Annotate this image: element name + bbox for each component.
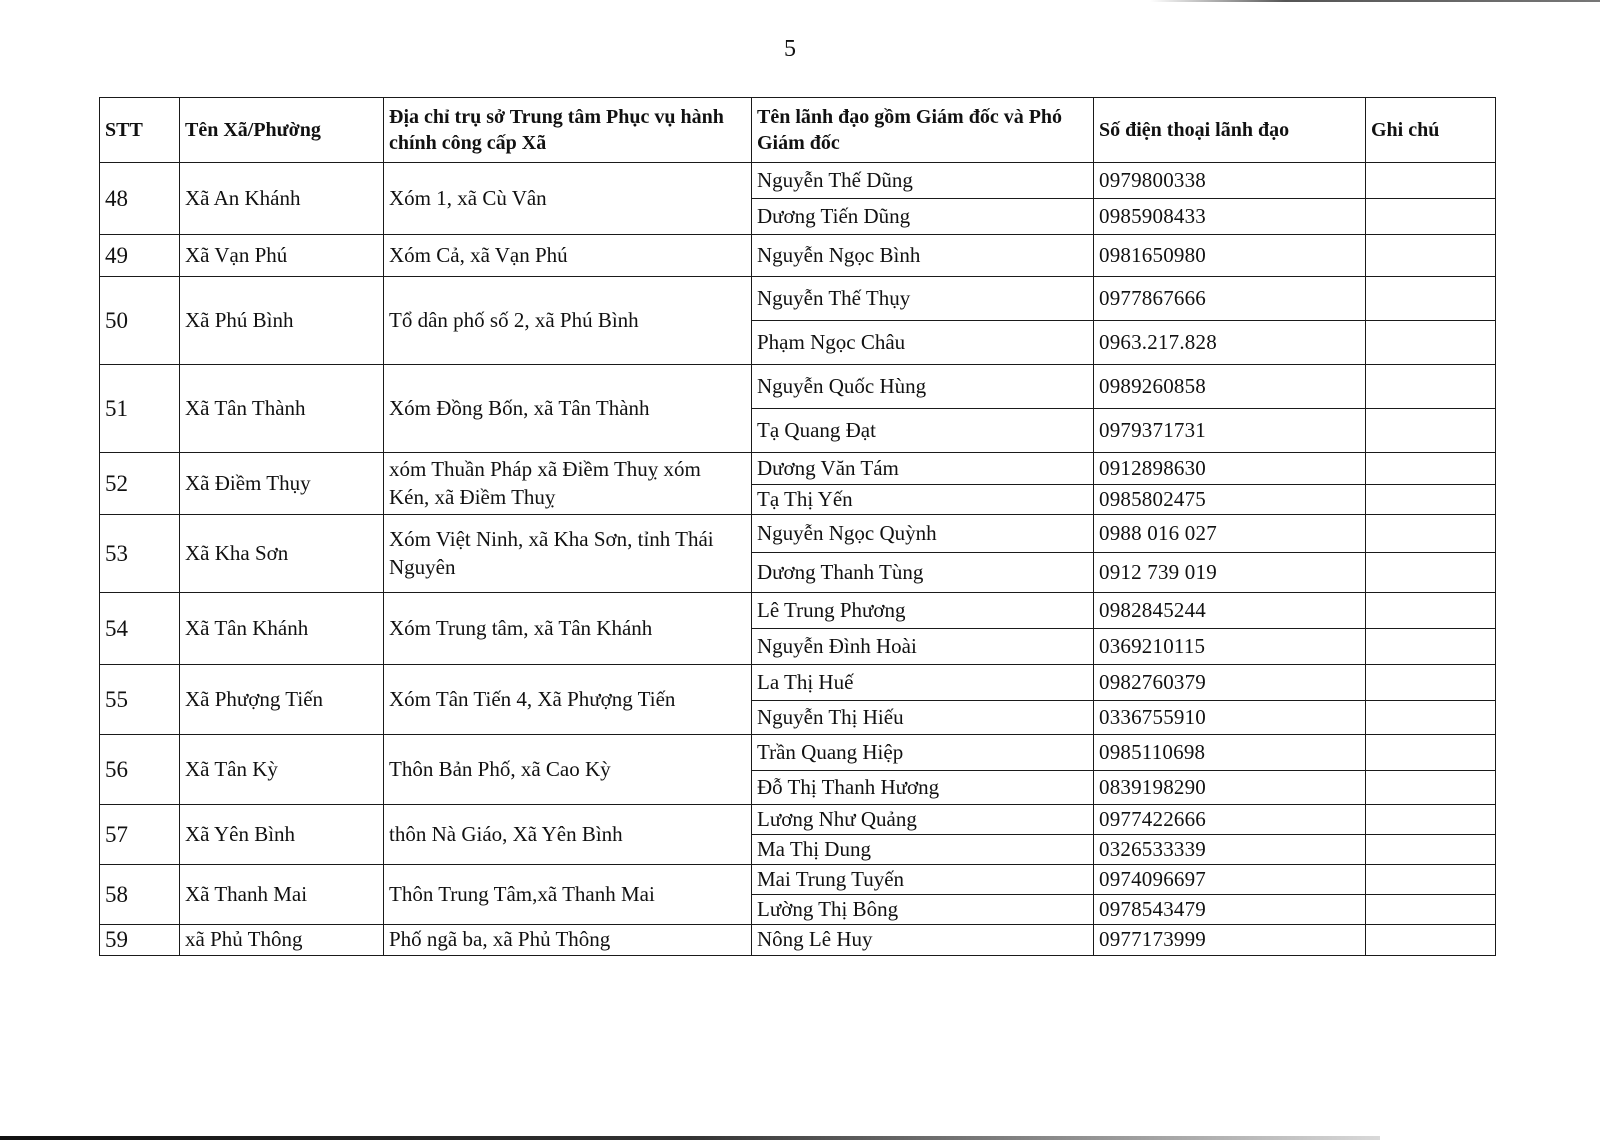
leader-phone-cell: 0981650980 [1094, 235, 1366, 277]
leader-phone-cell: 0979371731 [1094, 409, 1366, 453]
table-header-row [100, 98, 1496, 163]
header-commune: Tên Xã/Phường [180, 98, 384, 163]
stt-cell: 56 [100, 735, 180, 805]
table-row [100, 593, 1496, 629]
header-stt: STT [100, 98, 180, 163]
address-cell: Thôn Bản Phố, xã Cao Kỳ [384, 735, 752, 805]
note-cell [1366, 409, 1496, 453]
leader-phone-cell: 0977173999 [1094, 925, 1366, 956]
leader-phone-cell: 0985908433 [1094, 199, 1366, 235]
leader-name-cell: La Thị Huế [752, 665, 1094, 701]
table-row [100, 865, 1496, 895]
commune-cell: Xã Tân Kỳ [180, 735, 384, 805]
note-cell [1366, 771, 1496, 805]
stt-cell: 51 [100, 365, 180, 453]
note-cell [1366, 865, 1496, 895]
leader-phone-cell: 0369210115 [1094, 629, 1366, 665]
commune-cell: xã Phủ Thông [180, 925, 384, 956]
note-cell [1366, 629, 1496, 665]
address-cell: xóm Thuần Pháp xã Điềm Thuỵ xóm Kén, xã Điềm Thuỵ [384, 453, 752, 515]
note-cell [1366, 805, 1496, 835]
leader-name-cell: Ma Thị Dung [752, 835, 1094, 865]
note-cell [1366, 925, 1496, 956]
leader-name-cell: Nguyễn Ngọc Bình [752, 235, 1094, 277]
leader-phone-cell: 0326533339 [1094, 835, 1366, 865]
header-leaders: Tên lãnh đạo gồm Giám đốc và Phó Giám đốc [752, 98, 1094, 163]
note-cell [1366, 593, 1496, 629]
commune-cell: Xã Phượng Tiến [180, 665, 384, 735]
commune-cell: Xã Tân Khánh [180, 593, 384, 665]
leader-name-cell: Dương Tiến Dũng [752, 199, 1094, 235]
leader-phone-cell: 0839198290 [1094, 771, 1366, 805]
address-cell: Xóm Đồng Bốn, xã Tân Thành [384, 365, 752, 453]
note-cell [1366, 365, 1496, 409]
commune-service-center-table [99, 97, 1496, 956]
address-cell: Tổ dân phố số 2, xã Phú Bình [384, 277, 752, 365]
commune-cell: Xã Thanh Mai [180, 865, 384, 925]
leader-phone-cell: 0974096697 [1094, 865, 1366, 895]
commune-cell: Xã Điềm Thụy [180, 453, 384, 515]
leader-name-cell: Mai Trung Tuyến [752, 865, 1094, 895]
leader-name-cell: Lường Thị Bông [752, 895, 1094, 925]
header-phone: Số điện thoại lãnh đạo [1094, 98, 1366, 163]
address-cell: Phố ngã ba, xã Phủ Thông [384, 925, 752, 956]
note-cell [1366, 553, 1496, 593]
leader-phone-cell: 0985802475 [1094, 485, 1366, 515]
table-row [100, 277, 1496, 321]
leader-phone-cell: 0963.217.828 [1094, 321, 1366, 365]
table-row [100, 925, 1496, 956]
note-cell [1366, 701, 1496, 735]
stt-cell: 54 [100, 593, 180, 665]
leader-name-cell: Nguyễn Thế Dũng [752, 163, 1094, 199]
leader-phone-cell: 0982845244 [1094, 593, 1366, 629]
stt-cell: 58 [100, 865, 180, 925]
note-cell [1366, 665, 1496, 701]
leader-name-cell: Nguyễn Quốc Hùng [752, 365, 1094, 409]
page-number: 5 [784, 36, 796, 62]
note-cell [1366, 485, 1496, 515]
leader-name-cell: Nguyễn Thị Hiếu [752, 701, 1094, 735]
address-cell: Xóm Trung tâm, xã Tân Khánh [384, 593, 752, 665]
note-cell [1366, 835, 1496, 865]
address-cell: Xóm Tân Tiến 4, Xã Phượng Tiến [384, 665, 752, 735]
leader-phone-cell: 0912 739 019 [1094, 553, 1366, 593]
table-body [100, 163, 1496, 956]
leader-name-cell: Lương Như Quảng [752, 805, 1094, 835]
leader-name-cell: Tạ Quang Đạt [752, 409, 1094, 453]
scan-edge-top [1150, 0, 1600, 2]
header-note: Ghi chú [1366, 98, 1496, 163]
leader-name-cell: Trần Quang Hiệp [752, 735, 1094, 771]
stt-cell: 49 [100, 235, 180, 277]
note-cell [1366, 895, 1496, 925]
leader-phone-cell: 0985110698 [1094, 735, 1366, 771]
table-row [100, 235, 1496, 277]
stt-cell: 48 [100, 163, 180, 235]
scan-edge-bottom [0, 1136, 1380, 1140]
address-cell: Xóm Việt Ninh, xã Kha Sơn, tỉnh Thái Nguyên [384, 515, 752, 593]
commune-cell: Xã Yên Bình [180, 805, 384, 865]
commune-cell: Xã An Khánh [180, 163, 384, 235]
address-cell: Xóm Cả, xã Vạn Phú [384, 235, 752, 277]
table-row [100, 735, 1496, 771]
commune-cell: Xã Vạn Phú [180, 235, 384, 277]
leader-name-cell: Dương Văn Tám [752, 453, 1094, 485]
stt-cell: 53 [100, 515, 180, 593]
leader-name-cell: Tạ Thị Yến [752, 485, 1094, 515]
address-cell: Thôn Trung Tâm,xã Thanh Mai [384, 865, 752, 925]
note-cell [1366, 163, 1496, 199]
stt-cell: 55 [100, 665, 180, 735]
note-cell [1366, 321, 1496, 365]
table-row [100, 805, 1496, 835]
note-cell [1366, 453, 1496, 485]
leader-name-cell: Nguyễn Thế Thụy [752, 277, 1094, 321]
leader-phone-cell: 0982760379 [1094, 665, 1366, 701]
commune-cell: Xã Tân Thành [180, 365, 384, 453]
stt-cell: 59 [100, 925, 180, 956]
leader-name-cell: Đỗ Thị Thanh Hương [752, 771, 1094, 805]
address-cell: Xóm 1, xã Cù Vân [384, 163, 752, 235]
note-cell [1366, 515, 1496, 553]
leader-phone-cell: 0979800338 [1094, 163, 1366, 199]
note-cell [1366, 235, 1496, 277]
address-cell: thôn Nà Giáo, Xã Yên Bình [384, 805, 752, 865]
note-cell [1366, 735, 1496, 771]
table-row [100, 453, 1496, 485]
leader-phone-cell: 0336755910 [1094, 701, 1366, 735]
stt-cell: 57 [100, 805, 180, 865]
leader-name-cell: Nguyễn Ngọc Quỳnh [752, 515, 1094, 553]
leader-phone-cell: 0989260858 [1094, 365, 1366, 409]
leader-name-cell: Lê Trung Phương [752, 593, 1094, 629]
leader-name-cell: Nguyễn Đình Hoài [752, 629, 1094, 665]
leader-name-cell: Nông Lê Huy [752, 925, 1094, 956]
stt-cell: 50 [100, 277, 180, 365]
note-cell [1366, 199, 1496, 235]
leader-phone-cell: 0977422666 [1094, 805, 1366, 835]
table-row [100, 515, 1496, 553]
commune-cell: Xã Kha Sơn [180, 515, 384, 593]
leader-phone-cell: 0978543479 [1094, 895, 1366, 925]
table-row [100, 365, 1496, 409]
leader-name-cell: Dương Thanh Tùng [752, 553, 1094, 593]
leader-phone-cell: 0988 016 027 [1094, 515, 1366, 553]
table-row [100, 163, 1496, 199]
leader-phone-cell: 0977867666 [1094, 277, 1366, 321]
header-address: Địa chỉ trụ sở Trung tâm Phục vụ hành chính công cấp Xã [384, 98, 752, 163]
leader-phone-cell: 0912898630 [1094, 453, 1366, 485]
note-cell [1366, 277, 1496, 321]
commune-cell: Xã Phú Bình [180, 277, 384, 365]
leader-name-cell: Phạm Ngọc Châu [752, 321, 1094, 365]
stt-cell: 52 [100, 453, 180, 515]
table-row [100, 665, 1496, 701]
